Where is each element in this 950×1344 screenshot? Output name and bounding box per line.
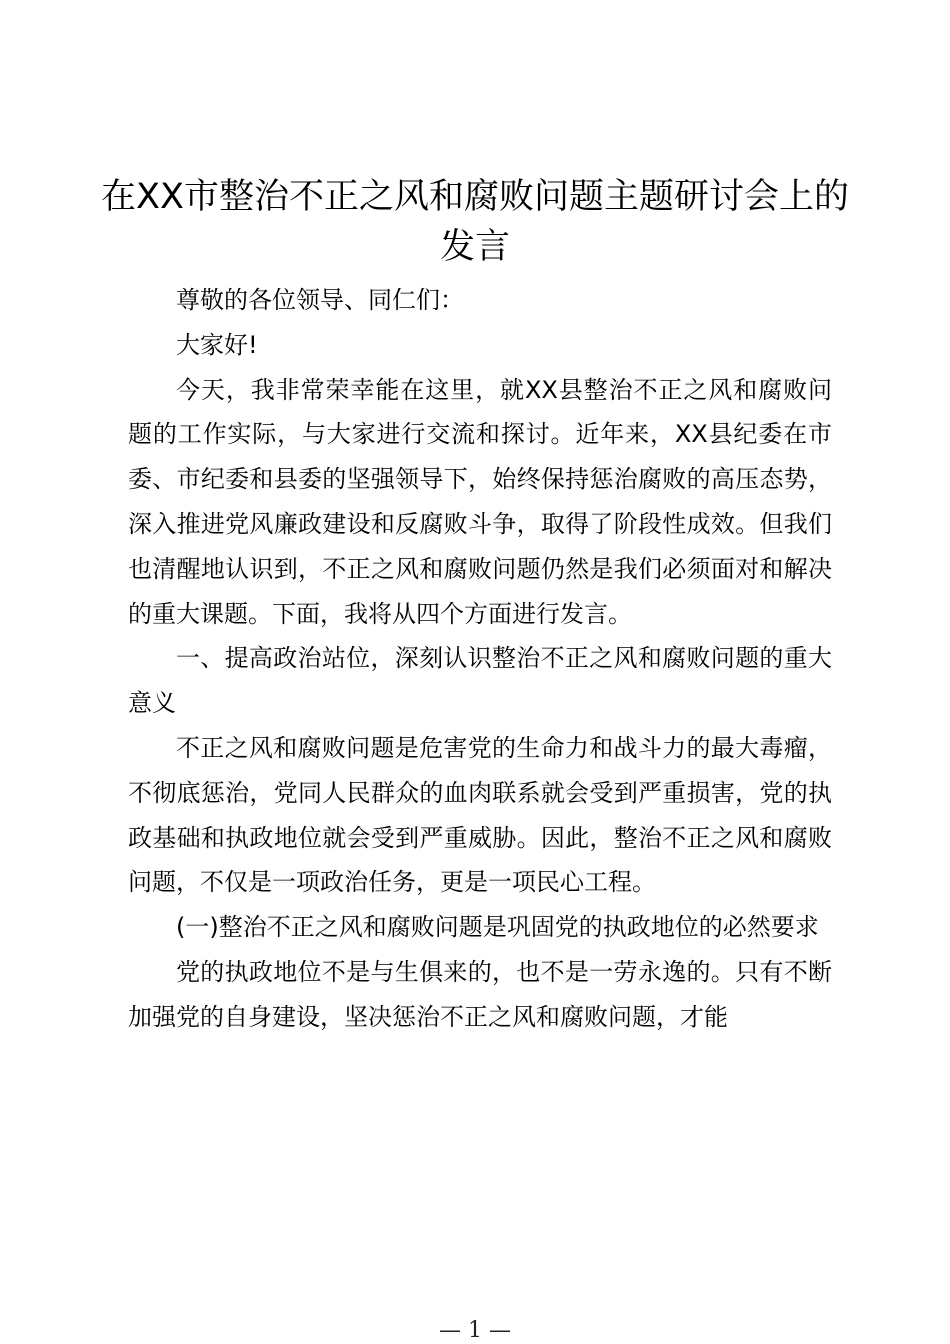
- document-title: 在XX市整治不正之风和腐败问题主题研讨会上的发言: [101, 177, 849, 267]
- page-number: — 1 —: [439, 1318, 511, 1343]
- intro-paragraph: 今天，我非常荣幸能在这里，就XX县整治不正之风和腐败问题的工作实际，与大家进行交流和探讨。近年来，XX县纪委在市委、市纪委和县委的坚强领导下，始终保持惩治腐败的高压态势，深入推进党风廉政建设和反腐败斗争，取得了阶段性成效。但我们也清醒地认识到，不正之风和腐败问题仍然是我们必须面对和解决的重大课题。下面，我将从四个方面进行发言。: [128, 375, 832, 628]
- document-body: [128, 278, 832, 1040]
- section-heading-1: 一、提高政治站位，深刻认识整治不正之风和腐败问题的重大意义: [128, 644, 832, 718]
- subsection-heading-1: (一)整治不正之风和腐败问题是巩固党的执政地位的必然要求: [176, 913, 819, 942]
- salutation: 尊敬的各位领导、同仁们：: [176, 286, 464, 314]
- section-paragraph-1: 不正之风和腐败问题是危害党的生命力和战斗力的最大毒瘤，不彻底惩治，党同人民群众的血肉联系就会受到严重损害，党的执政基础和执政地位就会受到严重威胁。因此，整治不正之风和腐败问题，不仅是一项政治任务，更是一项民心工程。: [128, 733, 832, 897]
- subsection-paragraph-1: 党的执政地位不是与生俱来的，也不是一劳永逸的。只有不断加强党的自身建设，坚决惩治不正之风和腐败问题，才能: [128, 957, 832, 1031]
- greeting: 大家好!: [176, 330, 258, 359]
